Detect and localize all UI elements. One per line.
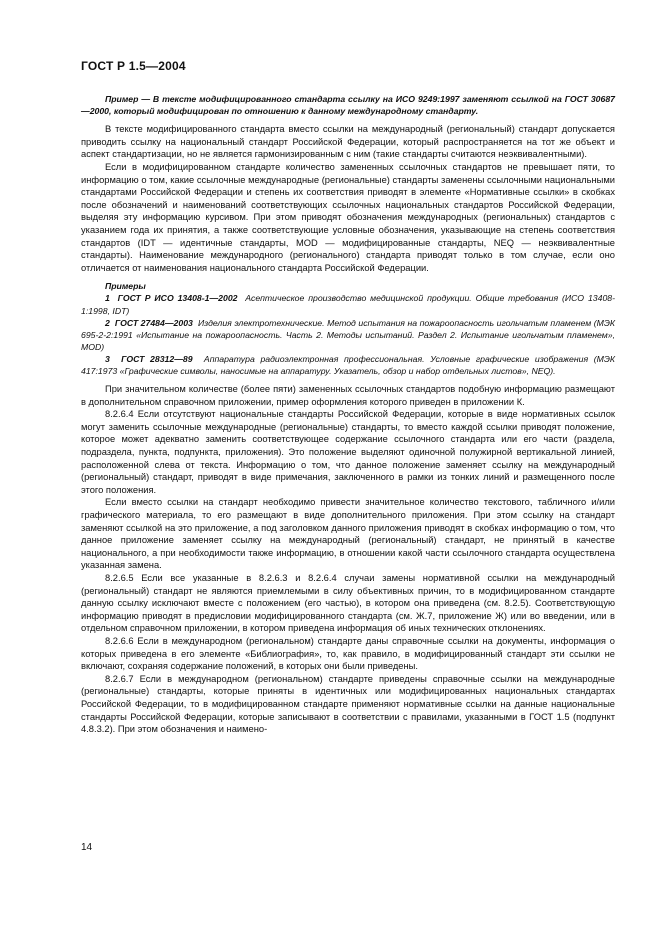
example-code: ГОСТ Р ИСО 13408-1—2002 — [117, 293, 238, 304]
example-num: 2 — [105, 317, 110, 328]
body-text — [81, 93, 615, 736]
paragraph: В тексте модифицированного стандарта вместо ссылки на международный (региональный) стандарт допускается приводить ссылку на национальный стандарт Российской Федерации, который распространяется на тот же объект и аспект стандартизации, но не является гармонизированным с ним (такие стандарты считаются неэквивалентными). — [81, 124, 615, 160]
clause-8-2-6-7: 8.2.6.7 Если в международном (региональном) стандарте приведены справочные ссылки на международные (региональные) стандарты, которые приняты в идентичных или модифицированных национальных стандартах Российской Федерации, то в модифицированном стандарте применяют нормативные ссылки на данные национальные стандарты Российской Федерации, которые записывают в соответствии с правилами, указанными в ГОСТ 1.5 (подпункт 4.8.3.2). При этом обозначения и наимено- — [81, 673, 615, 735]
page-number: 14 — [81, 842, 93, 853]
clause-8-2-6-6: 8.2.6.6 Если в международном (региональном) стандарте даны справочные ссылки на документы, информация о которых приведена в его элементе «Библиография», то, как правило, в модифицированный стандарт эти ссылки не включают, сохраняя содержание положений, в которых они были приведены. — [81, 635, 615, 672]
examples-heading — [81, 280, 615, 292]
examples-heading-label: Примеры — [105, 281, 146, 292]
example-code: ГОСТ 28312—89 — [121, 353, 193, 364]
example-item — [81, 292, 615, 316]
example-num: 3 — [105, 353, 110, 364]
example-text: Аппаратура радиоэлектронная профессиональная. Условные графические изображения (МЭК 417:1973 «Графические символы, наносимые на аппаратуру. Указатель, обзор и набор отдельных листов», NEQ). — [81, 353, 616, 376]
example-note: Пример — В тексте модифицированного стандарта ссылку на ИСО 9249:1997 заменяют ссылкой на ГОСТ 30687—2000, который модифицирован по отношению к данному международному стандарту. — [81, 94, 615, 117]
page-header-title: ГОСТ Р 1.5—2004 — [81, 59, 186, 73]
example-item — [81, 353, 615, 377]
paragraph: Если в модифицированном стандарте количество замененных ссылочных стандартов не превышает пяти, то информацию о том, какие ссылочные международные (региональные) стандарты заменены ссылочными национальными стандартами Российской Федерации и степень их соответствия приводят в элементе «Нормативные ссылки» в скобках после обозначений и наименований соответствующих ссылочных национальных стандартов Российской Федерации, выделяя эту информацию курсивом. При этом приводят обозначения международных (региональных) стандартов с указанием года их принятия, а также соответствующие условные обозначения, указывающие на степень соответствия стандартов (IDT — идентичные стандарты, MOD — модифицированные стандарты, NEQ — неэквивалентные стандарты). Наименование международного (регионального) стандарта приводят только в том случае, если оно отличается от наименования национального стандарта Российской Федерации. — [81, 161, 615, 273]
example-item — [81, 317, 615, 353]
example-text: Асептическое производство медицинской продукции. Общие требования (ИСО 13408-1:1998, IDT) — [81, 293, 616, 316]
clause-8-2-6-4: 8.2.6.4 Если отсутствуют национальные стандарты Российской Федерации, которые в виде нормативных ссылок могут заменить ссылочные международные (региональные) стандарты, то вместо каждой ссылки приводят положение, которое может адекватно заменить соответствующее содержание ссылочного стандарта или его части (раздела, подраздела, пункта, подпункта, приложения). Это положение выделяют одиночной полужирной вертикальной линией, расположенной слева от текста. Информацию о том, что данное положение заменяет ссылку на международный (региональный) стандарт, приводят в виде примечания, заключенного в рамки из тонких линий и размещенного после этого положения. — [81, 409, 615, 495]
paragraph: При значительном количестве (более пяти) замененных ссылочных стандартов подобную информацию размещают в дополнительном справочном приложении, пример оформления которого приведен в приложении К. — [81, 384, 615, 407]
paragraph: Если вместо ссылки на стандарт необходимо привести значительное количество текстового, табличного и/или графического материала, то его размещают в виде дополнительного приложения. При этом ссылку на стандарт заменяют ссылкой на это приложение, а под заголовком данного приложения приводят в скобках информацию о том, что данное приложение заменяет ссылку на международный (региональный) стандарт, не принятый в качестве национального, а при необходимости также информацию, в отношении какой части ссылочного стандарта осуществлена указанная замена. — [81, 497, 615, 571]
example-num: 1 — [105, 293, 110, 304]
example-code: ГОСТ 27484—2003 — [114, 317, 193, 328]
clause-8-2-6-5: 8.2.6.5 Если все указанные в 8.2.6.3 и 8.2.6.4 случаи замены нормативной ссылки на международный (региональный) стандарт не являются приемлемыми в силу объективных причин, то в модифицированном стандарте данную ссылку исключают вместе с положением (его частью), в котором она приведена (см. 8.2.5). Соответствующую информацию приводят в предисловии модифицированного стандарта (см. Ж.7, приложение Ж) или во введении, или в отдельном справочном приложении, в котором приведена информация об иных технических отклонениях. — [81, 572, 615, 634]
example-text: Изделия электротехнические. Метод испытания на пожароопасность игольчатым пламенем (МЭК 695-2-2:1991 «Испытание на пожароопасность. Часть 2. Методы испытаний. Раздел 2. Испытание игольчатым пламенем», MOD) — [81, 317, 615, 352]
examples-block — [81, 280, 615, 377]
